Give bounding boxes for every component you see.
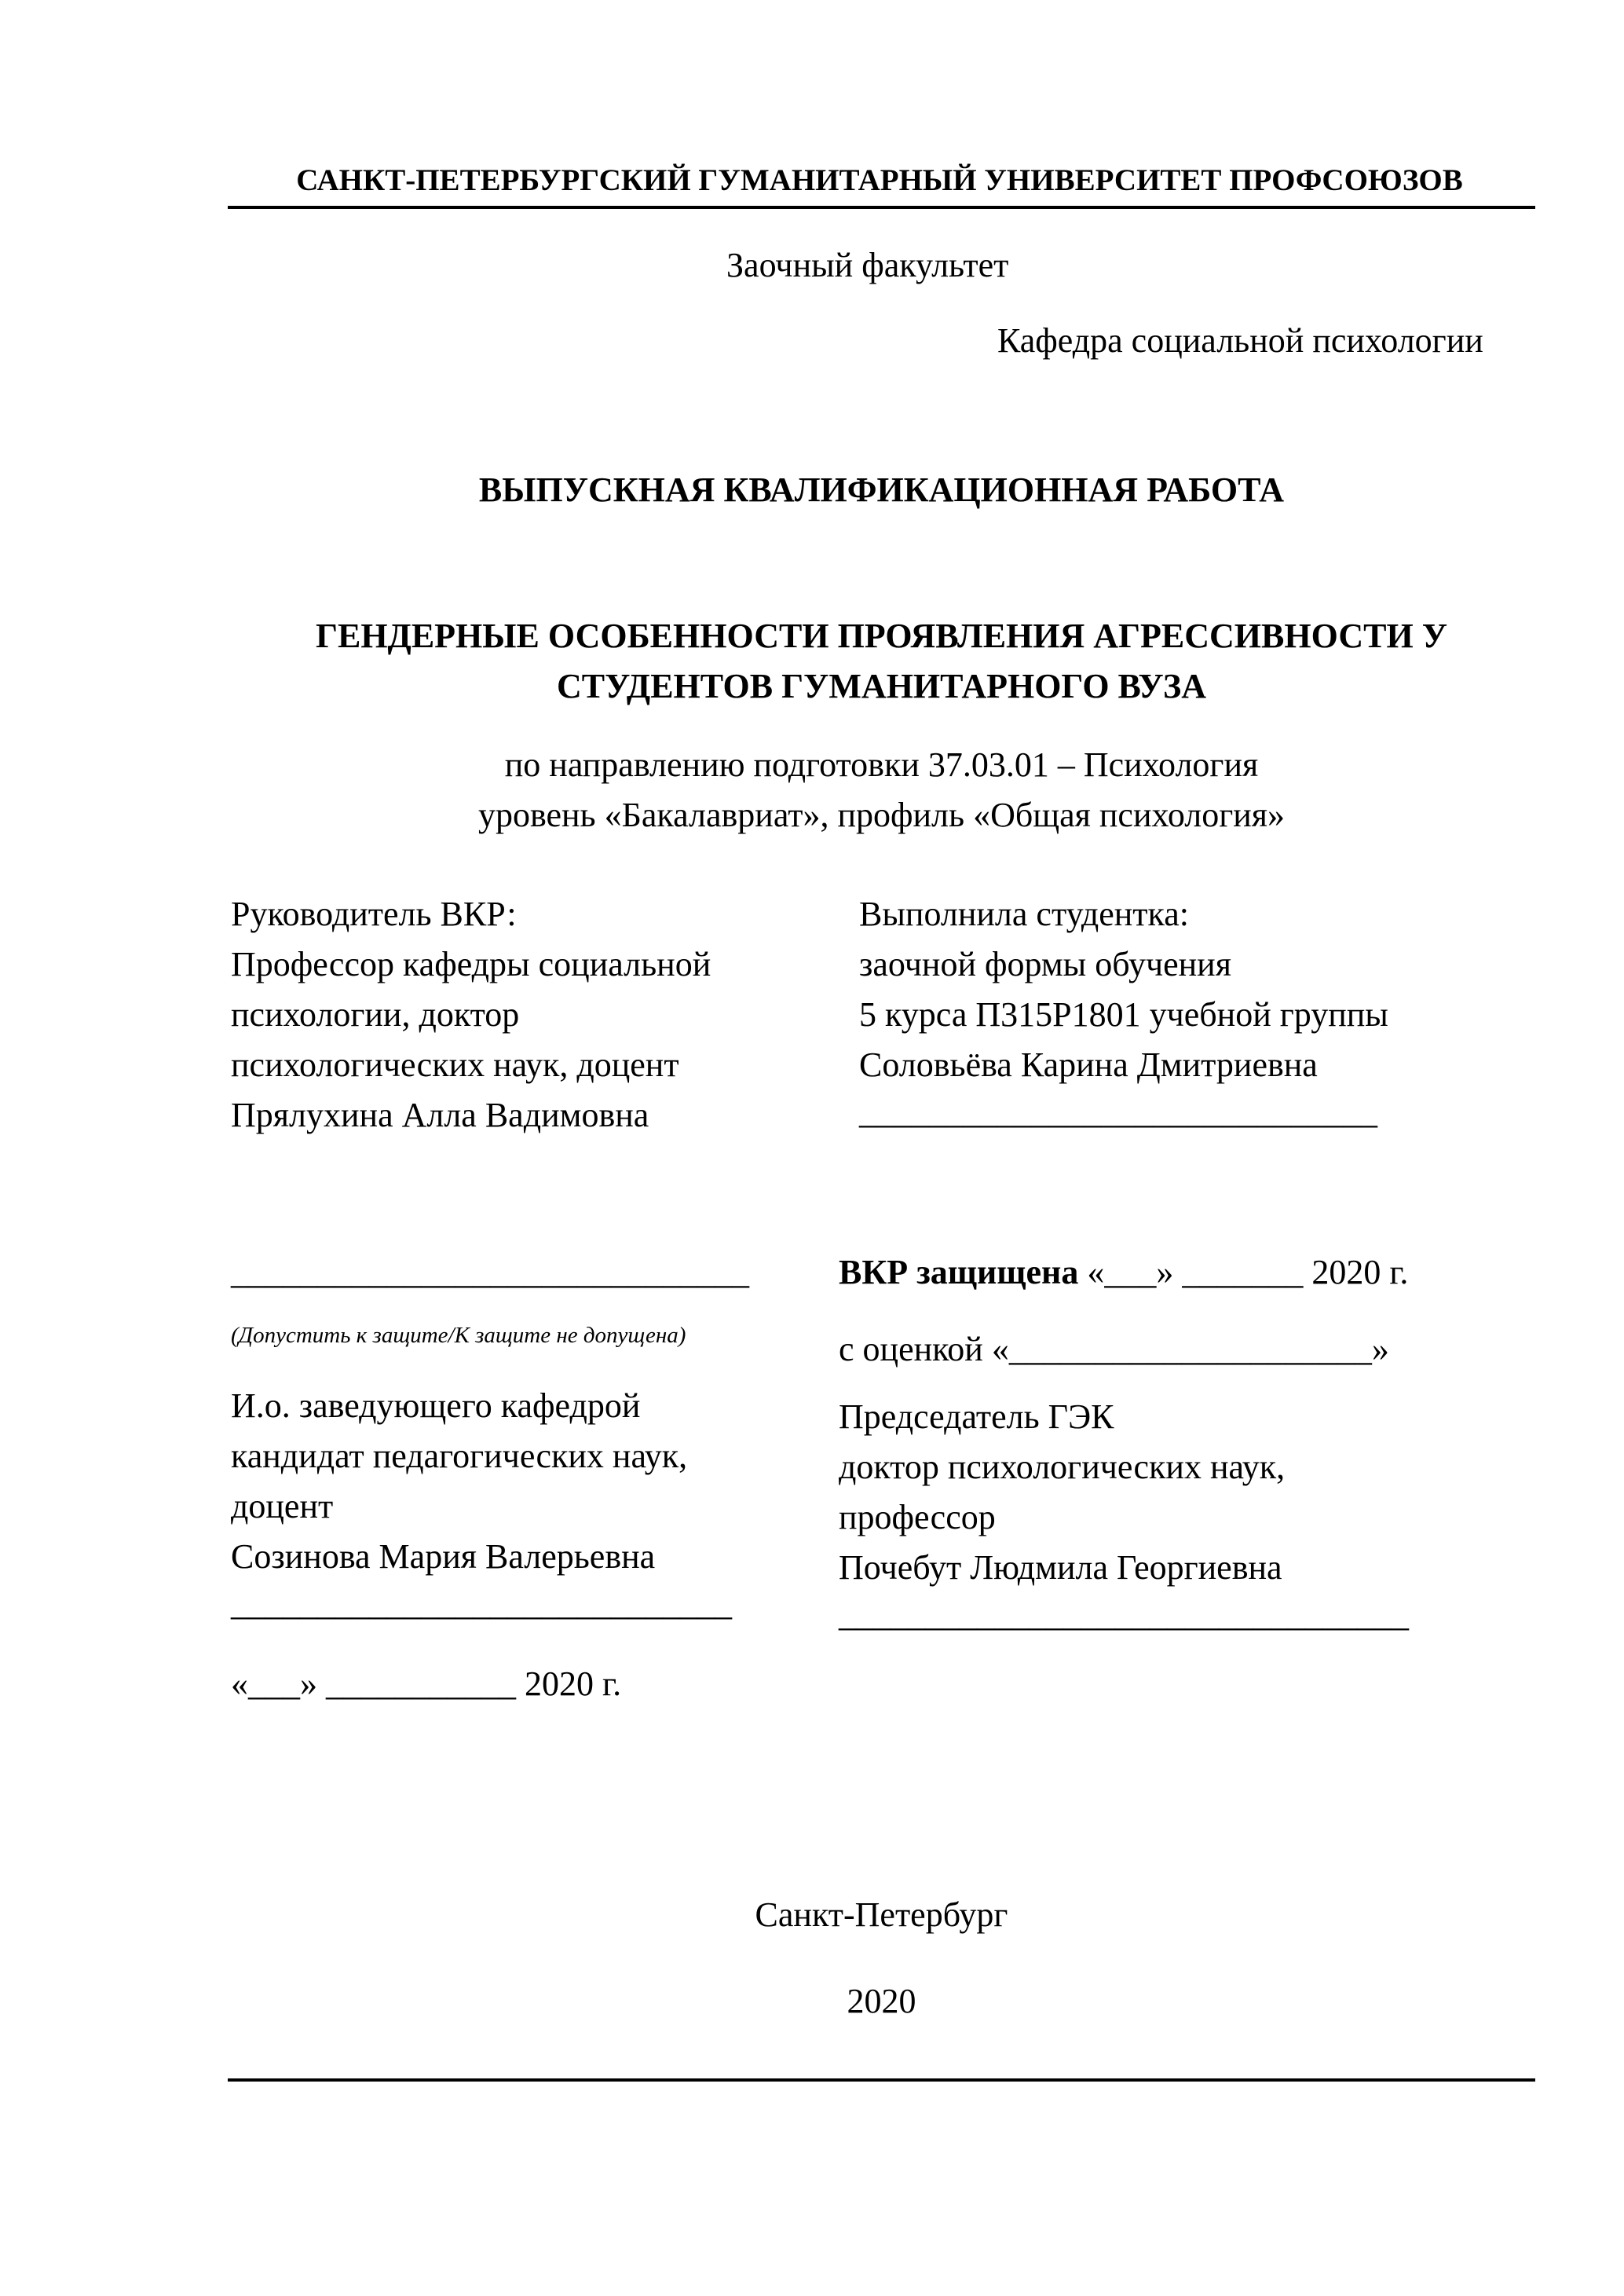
head-name: Созинова Мария Валерьевна [231, 1537, 656, 1576]
student-group-line: 5 курса П315Р1801 учебной группы [859, 995, 1388, 1034]
student-label: Выполнила студентка: [859, 895, 1189, 933]
work-type: ВЫПУСКНАЯ КВАЛИФИКАЦИОННАЯ РАБОТА [478, 471, 1285, 509]
student-signature-line: ______________________________ [859, 1093, 1377, 1131]
head-position-line-1: И.о. заведующего кафедрой [231, 1386, 641, 1425]
student-name: Соловьёва Карина Дмитриевна [859, 1045, 1318, 1084]
head-position-line-2: кандидат педагогических наук, [231, 1437, 688, 1475]
footer-rule [228, 2078, 1535, 2082]
admission-date: «___» ___________ 2020 г. [231, 1664, 622, 1703]
supervisor-position-line-2: психологии, доктор [231, 995, 520, 1034]
head-signature-line: _____________________________ [231, 1584, 732, 1623]
head-position-line-3: доцент [231, 1487, 334, 1525]
admission-signature-line: ______________________________ [231, 1253, 749, 1291]
work-title-line-2: СТУДЕНТОВ ГУМАНИТАРНОГО ВУЗА [556, 667, 1207, 705]
supervisor-position-line-1: Профессор кафедры социальной [231, 945, 711, 983]
department-name: Кафедра социальной психологии [997, 321, 1483, 360]
work-title-line-1: ГЕНДЕРНЫЕ ОСОБЕННОСТИ ПРОЯВЛЕНИЯ АГРЕССИВНОСТИ У [315, 617, 1448, 655]
gek-chair-signature-line: _________________________________ [839, 1595, 1409, 1634]
study-level: уровень «Бакалавриат», профиль «Общая психология» [477, 796, 1286, 834]
university-name: САНКТ-ПЕТЕРБУРГСКИЙ ГУМАНИТАРНЫЙ УНИВЕРСИТЕТ ПРОФСОЮЗОВ [296, 163, 1463, 197]
gek-chair-degree-line: доктор психологических наук, [839, 1448, 1286, 1486]
study-direction: по направлению подготовки 37.03.01 – Психология [504, 745, 1259, 784]
defense-date: «___» _______ 2020 г. [1087, 1253, 1409, 1291]
gek-chair-name: Почебут Людмила Георгиевна [839, 1548, 1282, 1587]
admission-note: (Допустить к защите/К защите не допущена) [231, 1323, 686, 1348]
gek-chair-label: Председатель ГЭК [839, 1397, 1114, 1436]
header-rule [228, 206, 1535, 209]
defense-status [839, 1247, 1408, 1298]
faculty-name: Заочный факультет [726, 246, 1009, 284]
defense-grade: с оценкой «_____________________» [839, 1330, 1389, 1368]
supervisor-position-line-3: психологических наук, доцент [231, 1045, 679, 1084]
year: 2020 [847, 1982, 916, 2020]
city: Санкт-Петербург [755, 1895, 1008, 1934]
defense-label: ВКР защищена [839, 1253, 1079, 1291]
supervisor-label: Руководитель ВКР: [231, 895, 517, 933]
supervisor-name: Прялухина Алла Вадимовна [231, 1096, 649, 1134]
gek-chair-title-line: профессор [839, 1498, 996, 1536]
student-form-line: заочной формы обучения [859, 945, 1231, 983]
